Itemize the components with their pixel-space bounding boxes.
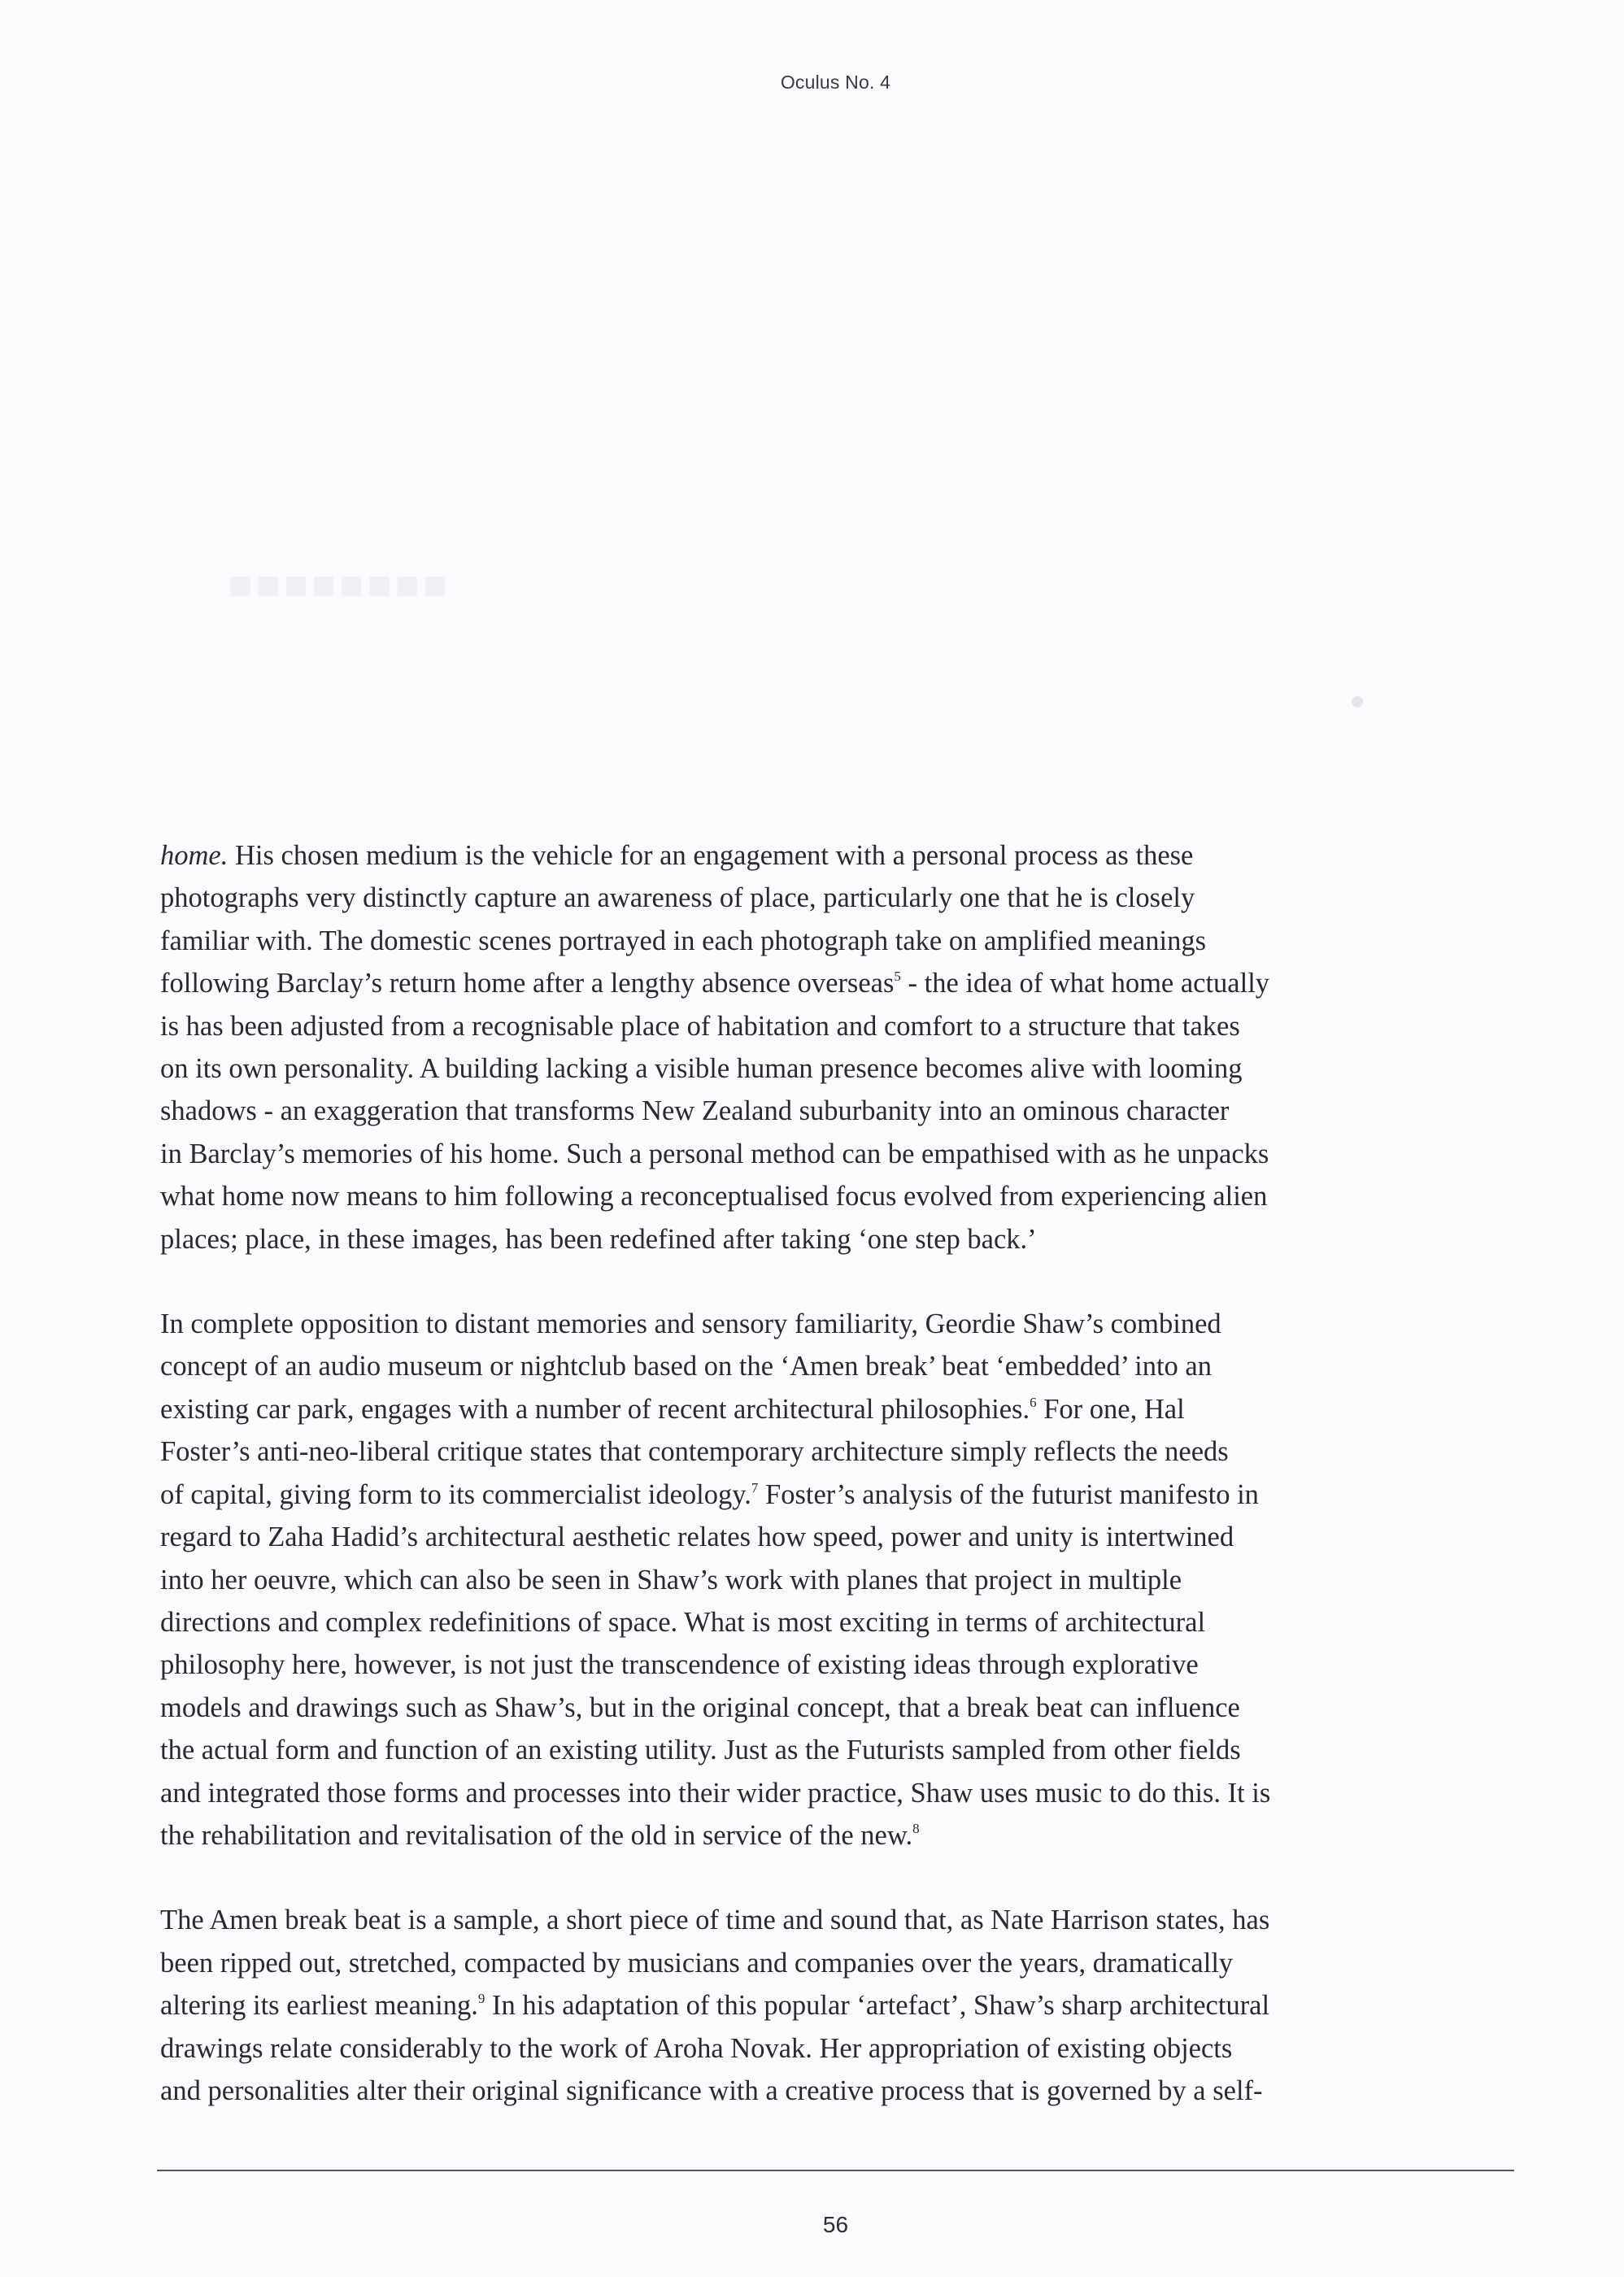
text-line bbox=[160, 1430, 1526, 1473]
text-line bbox=[160, 1474, 1526, 1516]
footnote-marker: 5 bbox=[894, 969, 901, 985]
text-run: in Barclay’s memories of his home. Such a personal method can be empathised with as he unpacks bbox=[160, 1138, 1269, 1169]
text-run: models and drawings such as Shaw’s, but in the original concept, that a break beat can influence bbox=[160, 1691, 1240, 1723]
text-line bbox=[160, 1516, 1526, 1558]
text-run: Foster’s anti-neo-liberal critique states that contemporary architecture simply reflects the needs bbox=[160, 1436, 1229, 1468]
footnote-marker: 7 bbox=[751, 1479, 759, 1496]
footer-rule bbox=[157, 2170, 1514, 2171]
text-line bbox=[160, 1090, 1526, 1132]
text-run: photographs very distinctly capture an awareness of place, particularly one that he is closely bbox=[160, 882, 1195, 914]
text-run: drawings relate considerably to the work of Aroha Novak. Her appropriation of existing objects bbox=[160, 2032, 1233, 2064]
text-run: Foster’s analysis of the futurist manifesto in bbox=[758, 1478, 1259, 1510]
text-line bbox=[160, 1388, 1526, 1430]
text-run: familiar with. The domestic scenes portrayed in each photograph take on amplified meanings bbox=[160, 925, 1207, 956]
text-run: following Barclay’s return home after a lengthy absence overseas bbox=[160, 968, 895, 999]
text-run: the rehabilitation and revitalisation of the old in service of the new. bbox=[160, 1819, 913, 1851]
text-run: shadows - an exaggeration that transforms New Zealand suburbanity into an ominous character bbox=[160, 1095, 1230, 1127]
text-line bbox=[160, 1047, 1526, 1090]
text-run: For one, Hal bbox=[1036, 1393, 1185, 1425]
footnote-marker: 6 bbox=[1030, 1394, 1037, 1410]
text-run: In complete opposition to distant memories and sensory familiarity, Geordie Shaw’s combined bbox=[160, 1308, 1221, 1340]
text-line bbox=[160, 1175, 1526, 1217]
text-line bbox=[160, 962, 1526, 1004]
text-run: regard to Zaha Hadid’s architectural aesthetic relates how speed, power and unity is intertwined bbox=[160, 1522, 1234, 1553]
text-line bbox=[160, 1687, 1526, 1729]
text-run: The Amen break beat is a sample, a short piece of time and sound that, as Nate Harrison states, has bbox=[160, 1905, 1270, 1936]
text-run: what home now means to him following a reconceptualised focus evolved from experiencing alien bbox=[160, 1181, 1268, 1213]
show-through-heading: ■■■■■■■■ bbox=[224, 562, 447, 607]
paragraph bbox=[160, 1899, 1526, 2112]
text-line bbox=[160, 1005, 1526, 1047]
running-header: Oculus No. 4 bbox=[780, 72, 891, 93]
text-line bbox=[160, 1942, 1526, 1984]
paragraph bbox=[160, 834, 1526, 1260]
page-number: 56 bbox=[822, 2212, 849, 2237]
text-line bbox=[160, 1303, 1526, 1345]
text-line bbox=[160, 1559, 1526, 1601]
text-line bbox=[160, 834, 1526, 877]
text-line bbox=[160, 1772, 1526, 1814]
text-run: His chosen medium is the vehicle for an engagement with a personal process as these bbox=[228, 840, 1194, 871]
show-through-mark bbox=[1352, 696, 1363, 707]
footnote-marker: 9 bbox=[477, 1991, 485, 2007]
text-run: the actual form and function of an existing utility. Just as the Futurists sampled from other fields bbox=[160, 1735, 1241, 1766]
text-run: existing car park, engages with a number of recent architectural philosophies. bbox=[160, 1393, 1030, 1425]
text-run: places; place, in these images, has been redefined after taking ‘one step back.’ bbox=[160, 1223, 1037, 1255]
text-run: In his adaptation of this popular ‘artefact’, Shaw’s sharp architectural bbox=[485, 1990, 1270, 2022]
text-run: and personalities alter their original significance with a creative process that is governed by a self- bbox=[160, 2075, 1263, 2106]
paragraph bbox=[160, 1303, 1526, 1857]
text-run: is has been adjusted from a recognisable place of habitation and comfort to a structure that takes bbox=[160, 1010, 1240, 1042]
text-run: on its own personality. A building lacking a visible human presence becomes alive with looming bbox=[160, 1053, 1243, 1085]
text-line bbox=[160, 1133, 1526, 1175]
text-run: altering its earliest meaning. bbox=[160, 1990, 478, 2022]
text-line bbox=[160, 1729, 1526, 1771]
text-run: and integrated those forms and processes into their wider practice, Shaw uses music to do this. It is bbox=[160, 1777, 1271, 1809]
text-run: directions and complex redefinitions of space. What is most exciting in terms of architectural bbox=[160, 1606, 1206, 1638]
text-line bbox=[160, 1644, 1526, 1686]
text-line bbox=[160, 1984, 1526, 2027]
text-line bbox=[160, 1814, 1526, 1857]
text-line bbox=[160, 1899, 1526, 1941]
text-line bbox=[160, 920, 1526, 962]
text-run: into her oeuvre, which can also be seen in Shaw’s work with planes that project in multiple bbox=[160, 1564, 1182, 1596]
text-run: concept of an audio museum or nightclub based on the ‘Amen break’ beat ‘embedded’ into an bbox=[160, 1351, 1212, 1382]
text-run: been ripped out, stretched, compacted by musicians and companies over the years, dramatically bbox=[160, 1947, 1234, 1979]
footnote-marker: 8 bbox=[912, 1820, 920, 1836]
text-line bbox=[160, 877, 1526, 919]
text-line bbox=[160, 2070, 1526, 2112]
text-line bbox=[160, 1601, 1526, 1644]
text-line bbox=[160, 1345, 1526, 1387]
italic-text: home. bbox=[160, 840, 229, 871]
text-line bbox=[160, 2027, 1526, 2070]
text-run: - the idea of what home actually bbox=[900, 968, 1270, 999]
article-body bbox=[160, 834, 1526, 2154]
text-run: of capital, giving form to its commercialist ideology. bbox=[160, 1478, 751, 1510]
text-run: philosophy here, however, is not just the transcendence of existing ideas through explorative bbox=[160, 1649, 1199, 1681]
text-line bbox=[160, 1218, 1526, 1260]
